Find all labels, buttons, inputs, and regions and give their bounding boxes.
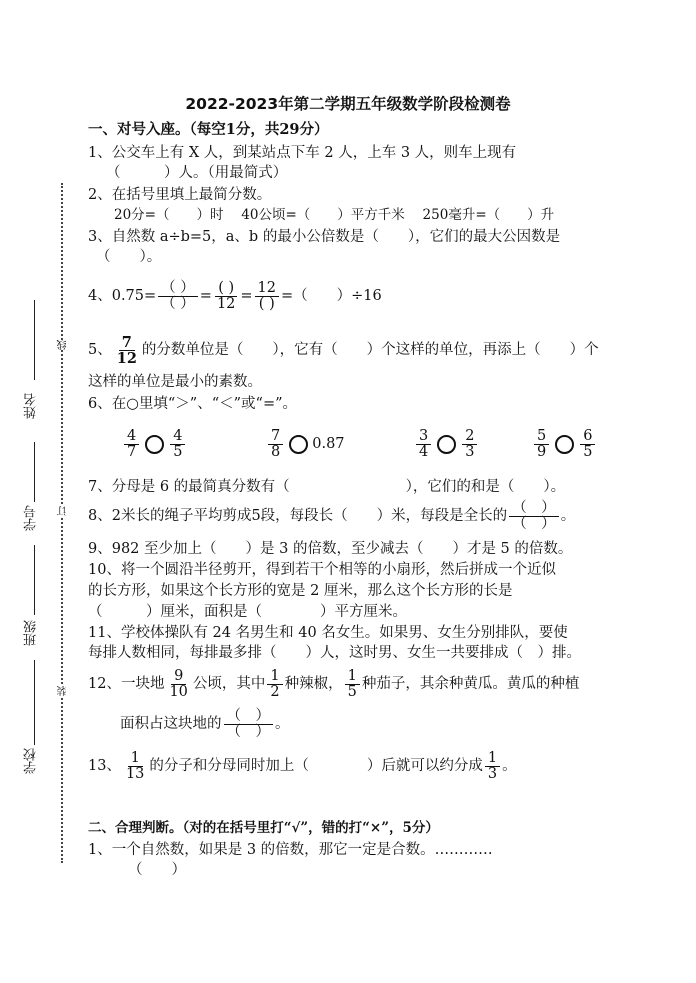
q2-line2: 20分=（ ）时 40公顷=（ ）平方千米 250毫升=（ ）升 <box>114 207 555 223</box>
q4-tail: =（ ）÷16 <box>281 288 382 304</box>
fraction-b <box>462 429 477 460</box>
fraction-denominator: 2 <box>270 683 280 700</box>
fraction-numerator: 1 <box>345 669 360 685</box>
compare-circle[interactable] <box>145 435 164 454</box>
fraction-numerator: 4 <box>124 429 139 445</box>
q13-fraction-b <box>485 751 500 782</box>
school-underline <box>34 660 35 745</box>
q7-line: 7、分母是 6 的最简真分数有（ ），它们的和是（ ）。 <box>88 479 566 495</box>
fraction-denominator: （ ） <box>226 723 270 740</box>
q6-line: 6、在○里填“＞”、“＜”或“=”。 <box>88 396 298 412</box>
q5-fraction <box>114 335 140 366</box>
s2-q1-line1: 1、一个自然数，如果是 3 的倍数，那它一定是合数。………… <box>88 842 493 858</box>
q1-line2: （ ）人。（用最简式） <box>106 165 288 181</box>
fraction-b <box>580 429 595 460</box>
fraction-denominator: 7 <box>127 443 137 460</box>
fraction-numerator: 4 <box>170 429 185 445</box>
fraction-denominator: （ ） <box>161 295 195 312</box>
decimal-b: 0.87 <box>312 436 345 452</box>
q6-item-2 <box>266 429 345 460</box>
binding-margin <box>0 0 90 983</box>
fraction-numerator: 9 <box>171 669 186 685</box>
q12-prefix: 12、一块地 <box>88 676 165 692</box>
fraction-a <box>124 429 139 460</box>
q12-line2 <box>120 704 650 744</box>
school-label: 学校 <box>24 748 39 774</box>
q12-mid2: 种辣椒， <box>284 676 343 692</box>
bind-mark: 装 <box>58 686 69 696</box>
fraction-numerator: 1 <box>128 751 143 767</box>
binding-dotted-line <box>61 183 63 863</box>
equals-sign: = <box>199 288 212 304</box>
fraction-numerator: 3 <box>416 429 431 445</box>
q12-line2-text: 面积占这块地的 <box>120 716 222 732</box>
q4-fraction-3 <box>255 281 279 312</box>
fraction-denominator: 12 <box>116 349 137 367</box>
fraction-numerator: 2 <box>462 429 477 445</box>
q12-fraction-a <box>166 669 190 700</box>
q8-text: 8、2米长的绳子平均剪成5段，每段长（ ）米，每段是全长的 <box>88 508 508 524</box>
fraction-numerator: 12 <box>255 281 279 297</box>
equals-sign: = <box>240 288 253 304</box>
q12-line1 <box>88 664 618 704</box>
q10-line1: 10、将一个圆沿半径剪开，得到若干个相等的小扇形，然后拼成一个近似 <box>88 562 556 578</box>
q13-end: 。 <box>502 758 517 774</box>
fraction-numerator: （ ） <box>158 281 198 297</box>
fraction-numerator: （ ） <box>509 501 559 517</box>
q4-fraction-1 <box>158 281 198 312</box>
q12-mid3: 种茄子，其余种黄瓜。黄瓜的种植 <box>361 676 580 692</box>
fraction-denominator: 13 <box>125 765 145 782</box>
q6-item-3 <box>414 429 479 460</box>
q12-fraction-c <box>345 669 360 700</box>
fraction-denominator: 10 <box>169 683 188 700</box>
fraction-denominator: 8 <box>271 443 281 460</box>
q12-end: 。 <box>275 716 290 732</box>
fraction-numerator: 6 <box>580 429 595 445</box>
q6-items <box>88 424 608 464</box>
q13-fraction-a <box>123 751 147 782</box>
q8-fraction <box>509 501 559 532</box>
q12-fraction-b <box>267 669 282 700</box>
q3-line2: （ ）。 <box>96 249 162 265</box>
q6-item-4 <box>532 429 597 460</box>
q10-line3: （ ）厘米，面积是（ ）平方厘米。 <box>88 604 407 620</box>
fraction-numerator: ( ) <box>215 281 237 297</box>
fraction-denominator: ( ) <box>258 295 275 312</box>
fraction-denominator: （ ） <box>512 515 556 532</box>
q5-text: 的分数单位是（ ），它有（ ）个这样的单位，再添上（ ）个 <box>141 342 599 358</box>
q4-line <box>88 276 618 316</box>
q11-line2: 每排人数相同，每排最多排（ ）人，这时男、女生一共要排成（ ）排。 <box>88 645 581 661</box>
q11-line1: 11、学校体操队有 24 名男生和 40 名女生。如果男、女生分别排队，要使 <box>88 625 568 641</box>
class-label: 班级 <box>24 620 39 646</box>
q2-line1: 2、在括号里填上最简分数。 <box>88 187 272 203</box>
class-underline <box>34 545 35 615</box>
fraction-denominator: 5 <box>173 443 183 460</box>
q13-mid: 的分子和分母同时加上（ ）后就可以约分成 <box>149 758 483 774</box>
student-id-underline <box>34 442 35 502</box>
name-label: 姓名 <box>24 393 39 419</box>
staple-mark: 订 <box>58 506 69 516</box>
fraction-numerator: 1 <box>267 669 282 685</box>
q1-line1: 1、公交车上有 X 人，到某站点下车 2 人，上车 3 人，则车上现有 <box>88 145 517 161</box>
fraction-numerator: 7 <box>119 335 135 351</box>
fraction-b <box>170 429 185 460</box>
fraction-numerator: （ ） <box>224 709 274 725</box>
fraction-denominator: 9 <box>537 443 547 460</box>
fraction-a <box>416 429 431 460</box>
fraction-denominator: 3 <box>465 443 475 460</box>
q6-item-1 <box>122 429 187 460</box>
fraction-denominator: 4 <box>419 443 429 460</box>
fraction-denominator: 5 <box>347 683 357 700</box>
fraction-a <box>268 429 283 460</box>
q4-prefix: 4、0.75= <box>88 288 157 304</box>
fraction-a <box>534 429 549 460</box>
q5-prefix: 5、 <box>88 342 112 358</box>
section2-header: 二、合理判断。（对的在括号里打“√”，错的打“×”，5分） <box>88 820 439 836</box>
q3-line1: 3、自然数 a÷b=5，a、b 的最小公倍数是（ ），它们的最大公因数是 <box>88 229 561 245</box>
q13-line <box>88 746 618 786</box>
fraction-denominator: 12 <box>216 295 236 312</box>
fraction-numerator: 1 <box>485 751 500 767</box>
q12-mid1: 公顷，其中 <box>192 676 266 692</box>
q12-answer-fraction <box>224 709 274 740</box>
q5-line2: 这样的单位是最小的素数。 <box>88 374 262 390</box>
exam-title: 2022-2023年第二学期五年级数学阶段检测卷 <box>185 95 511 113</box>
student-id-label: 学号 <box>24 505 39 531</box>
q10-line2: 的长方形，如果这个长方形的宽是 2 厘米，那么这个长方形的长是 <box>88 583 513 599</box>
fraction-numerator: 5 <box>534 429 549 445</box>
q13-prefix: 13、 <box>88 758 121 774</box>
line-mark: 线 <box>58 340 69 350</box>
compare-circle[interactable] <box>437 435 456 454</box>
fraction-denominator: 3 <box>487 765 498 782</box>
fraction-denominator: 5 <box>583 443 593 460</box>
compare-circle[interactable] <box>555 435 574 454</box>
q8-end: 。 <box>560 508 576 524</box>
section1-header: 一、对号入座。（每空1分，共29分） <box>88 121 329 138</box>
fraction-numerator: 7 <box>268 429 283 445</box>
q9-line: 9、982 至少加上（ ）是 3 的倍数，至少减去（ ）才是 5 的倍数。 <box>88 541 573 557</box>
compare-circle[interactable] <box>289 435 308 454</box>
name-underline <box>34 300 35 380</box>
q4-fraction-2 <box>214 281 238 312</box>
q5-line1 <box>88 330 618 370</box>
q8-line <box>88 496 618 536</box>
s2-q1-answer: （ ） <box>128 862 186 878</box>
